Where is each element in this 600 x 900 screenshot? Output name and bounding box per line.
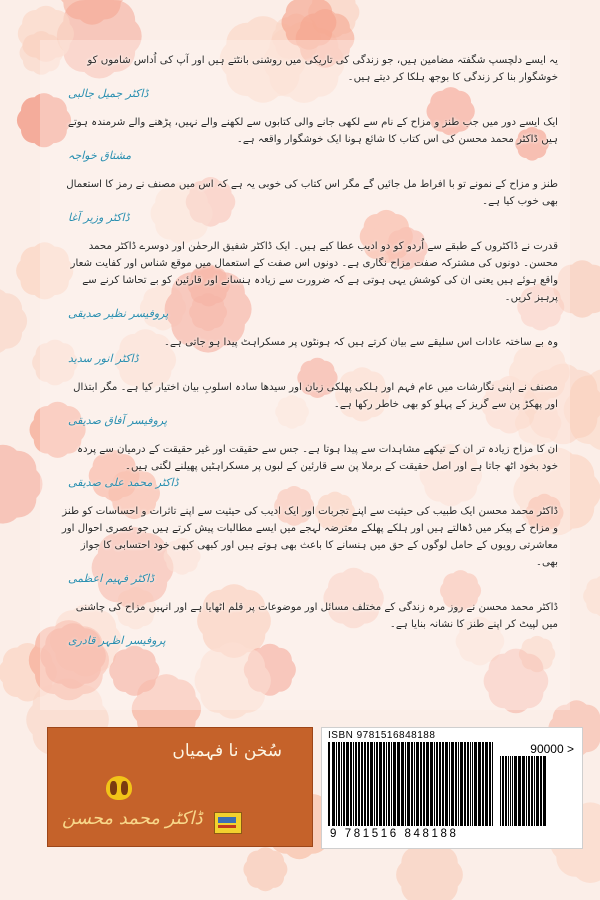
barcode-bar [338, 742, 340, 826]
barcode-bar [350, 742, 352, 826]
barcode-bar [379, 742, 382, 826]
barcode-bar [401, 742, 404, 826]
blurb-author: پروفیسر نظیر صدیقی [68, 307, 169, 320]
barcode-bar [449, 742, 450, 826]
barcode-bar [367, 742, 369, 826]
blurb [58, 114, 558, 162]
barcode-bar [416, 742, 419, 826]
barcode-bar [451, 742, 454, 826]
blurb [58, 599, 558, 647]
barcode-bar [391, 742, 392, 826]
barcode-bar [528, 756, 530, 826]
barcode-bar [374, 742, 375, 826]
blurb-text: وہ بے ساختہ عادات اس سلیقے سے بیان کرتے ہیں کہ ہونٹوں پر مسکراہٹ پیدا ہو جاتی ہے۔ [163, 337, 558, 348]
barcode-bar [430, 742, 433, 826]
barcode-bar [536, 756, 539, 826]
blurb [58, 441, 558, 489]
blurb-text: قدرت نے ڈاکٹروں کے طبقے سے اُردو کو دو ادیب عطا کیے ہیں۔ ایک ڈاکٹر شفیق الرحمٰن اور دوسرے ڈاکٹر محمد محسن۔ دونوں کی مشترکہ صفت مزاح نگاری ہے۔ دونوں اس صفت کے استعمال میں موقع شناس اور کفایت شعار واقع ہوئے ہیں یعنی ان کی کوشش یہی ہوتی ہے کہ ضرورت سے زیادہ ہنسانے اور قارئین کو بے تحاشا کرنے سے پرہیز کریں۔ [70, 241, 558, 303]
barcode-bar [436, 742, 438, 826]
barcode-bar [388, 742, 390, 826]
barcode-bar [543, 756, 546, 826]
barcode-bar [439, 742, 441, 826]
barcode-bar [467, 742, 469, 826]
flower-shape [396, 841, 463, 900]
barcode-bar [386, 742, 387, 826]
blurb-text: مصنف نے اپنی نگارشات میں عام فہم اور ہلکی پھلکی زبان اور سیدھا سادہ اسلوبِ بیان اختیار کیا ہے۔ مگر ابتذال اور پھکڑ پن سے گریز کے پہلو کو بھی خاطر رکھا ہے۔ [73, 382, 558, 410]
author-emblem-icon [106, 776, 132, 800]
barcode-bar [489, 742, 491, 826]
barcode-bar [328, 742, 330, 826]
blurb-text: طنز و مزاح کے نمونے تو با افراط مل جائیں گے مگر اس کتاب کی خوبی یہ ہے کہ اس میں مصنف نے رمز کا استعمال بھی خوب کیا ہے۔ [66, 179, 558, 207]
barcode-bar [540, 756, 542, 826]
barcode-bar [508, 756, 509, 826]
barcode-bar [482, 742, 484, 826]
barcode-bar [485, 742, 488, 826]
barcode-bar [336, 742, 337, 826]
barcode-bar [502, 756, 504, 826]
blurb [58, 176, 558, 224]
barcode-bar [364, 742, 366, 826]
barcode-bar [353, 742, 354, 826]
barcode-bar [397, 742, 400, 826]
blurb-author: مشتاق خواجہ [68, 149, 132, 162]
barcode-bar [522, 756, 525, 826]
price-barcode-bars [500, 756, 546, 826]
barcode-bar [470, 742, 471, 826]
blurb-text: ڈاکٹر محمد محسن نے روز مرہ زندگی کے مختلف مسائل اور موضوعات پر قلم اٹھایا ہے اور انہیں مزاح کی چاشنی میں لپیٹ کر اپنے طنز کا نشانہ بنایا ہے۔ [75, 602, 558, 630]
barcode-bar [531, 756, 533, 826]
blurb [58, 503, 558, 585]
barcode-bar [405, 742, 406, 826]
title-panel [47, 727, 313, 847]
barcode-bar [332, 742, 335, 826]
barcode-bar [458, 742, 459, 826]
barcode-bar [383, 742, 385, 826]
barcode-bar [426, 742, 429, 826]
blurb-text: ایک ایسے دور میں جب طنز و مزاح کے نام سے لکھی جانے والی کتابوں سے لکھنے والے نہیں، پڑھنے والے شرمندہ ہوتے ہیں ڈاکٹر محمد محسن کی اس کتاب کا شائع ہونا ایک خوشگوار واقعہ ہے۔ [67, 117, 558, 145]
blurb-author: ڈاکٹر محمد علی صدیقی [68, 476, 179, 489]
barcode-bar [414, 742, 415, 826]
barcode-bar [514, 756, 517, 826]
barcode-bar [492, 742, 493, 826]
barcode-bar [512, 756, 513, 826]
barcode-bar [343, 742, 345, 826]
flower-shape [0, 288, 27, 354]
barcode-bar [355, 742, 357, 826]
price-code [530, 742, 574, 756]
price-marker: > [566, 742, 574, 756]
isbn-label: ISBN 9781516848188 [328, 730, 436, 741]
blurb-text: ڈاکٹر محمد محسن ایک طبیب کی حیثیت سے اپنے تجربات اور ایک ادیب کی حیثیت سے اپنے تاثرات و احساسات کو طنز و مزاح کے پیکر میں ڈھالتے ہیں اور ہلکے پھلکے معترضہ لہجے میں ایسے مطالبات پیش کرتے ہیں جو عصری احوال اور معاشرتی رویوں کے حامل لوگوں کے حق میں ہنسانے کا باعث بھی ہوتے ہیں اور کبھی کبھی خود احتسابی کا جواز بھی۔ [61, 506, 558, 568]
blurb-author: ڈاکٹر انور سدید [68, 352, 139, 365]
barcode-bar [534, 756, 535, 826]
barcode-bar [505, 756, 507, 826]
blurb-text: یہ ایسے دلچسپ شگفتہ مضامین ہیں، جو زندگی کی تاریکی میں روشنی بانٹتے ہیں اور آپ کی اُداس شاموں کو خوشگوار بنا کر زندگی کا بوجھ ہلکا کر دیتے ہیں۔ [87, 55, 558, 83]
barcode-bar [460, 742, 463, 826]
flower-shape [243, 847, 287, 891]
barcode-bar [393, 742, 396, 826]
barcode-bar [407, 742, 410, 826]
blurb [58, 52, 558, 100]
barcode-bar [518, 756, 521, 826]
barcode-bar [455, 742, 457, 826]
blurbs-section [58, 52, 558, 661]
price-value: 90000 [530, 742, 564, 756]
barcode-bar [434, 742, 435, 826]
blurb-author: پروفیسر اظہر قادری [68, 634, 166, 647]
blurb-author: پروفیسر آفاق صدیقی [68, 414, 168, 427]
barcode-bar [370, 742, 373, 826]
barcode-bar [423, 742, 425, 826]
blurb-author: ڈاکٹر فہیم اعظمی [68, 572, 155, 585]
barcode-bar [358, 742, 360, 826]
barcode-bar [464, 742, 466, 826]
barcode-bars [328, 742, 496, 826]
barcode [321, 727, 583, 849]
barcode-bar [445, 742, 448, 826]
blurb-text: ان کا مزاح زیادہ تر ان کے تیکھے مشاہدات سے پیدا ہوتا ہے۔ جس سے حقیقت اور غیر حقیقت کے درمیان سے پردہ خود بخود اٹھ جاتا ہے اور اصل حقیقت کے برملا پن سے قارئین کے لبوں پر مسکراہٹیں پھیلنے لگتی ہیں۔ [77, 444, 558, 472]
blurb-author: ڈاکٹر وزیر آغا [68, 211, 130, 224]
barcode-bar [442, 742, 444, 826]
barcode-bar [474, 742, 477, 826]
barcode-bar [346, 742, 349, 826]
blurb [58, 238, 558, 320]
barcode-bar [526, 756, 527, 826]
publisher-logo-icon [214, 812, 242, 834]
blurb-author: ڈاکٹر جمیل جالبی [68, 87, 149, 100]
blurb [58, 379, 558, 427]
barcode-bar [478, 742, 481, 826]
flower-shape [583, 575, 600, 617]
barcode-bar [420, 742, 422, 826]
barcode-bar [472, 742, 473, 826]
author-name: ڈاکٹر محمد محسن [62, 808, 203, 829]
barcode-bar [376, 742, 378, 826]
book-title: سُخن نا فہمیاں [172, 741, 282, 761]
barcode-bar [510, 756, 511, 826]
flower-shape [0, 445, 43, 524]
barcode-digits: 9 781516 848188 [330, 828, 459, 840]
barcode-bar [361, 742, 363, 826]
blurb [58, 334, 558, 365]
barcode-bar [500, 756, 501, 826]
barcode-bar [341, 742, 342, 826]
barcode-bar [411, 742, 413, 826]
